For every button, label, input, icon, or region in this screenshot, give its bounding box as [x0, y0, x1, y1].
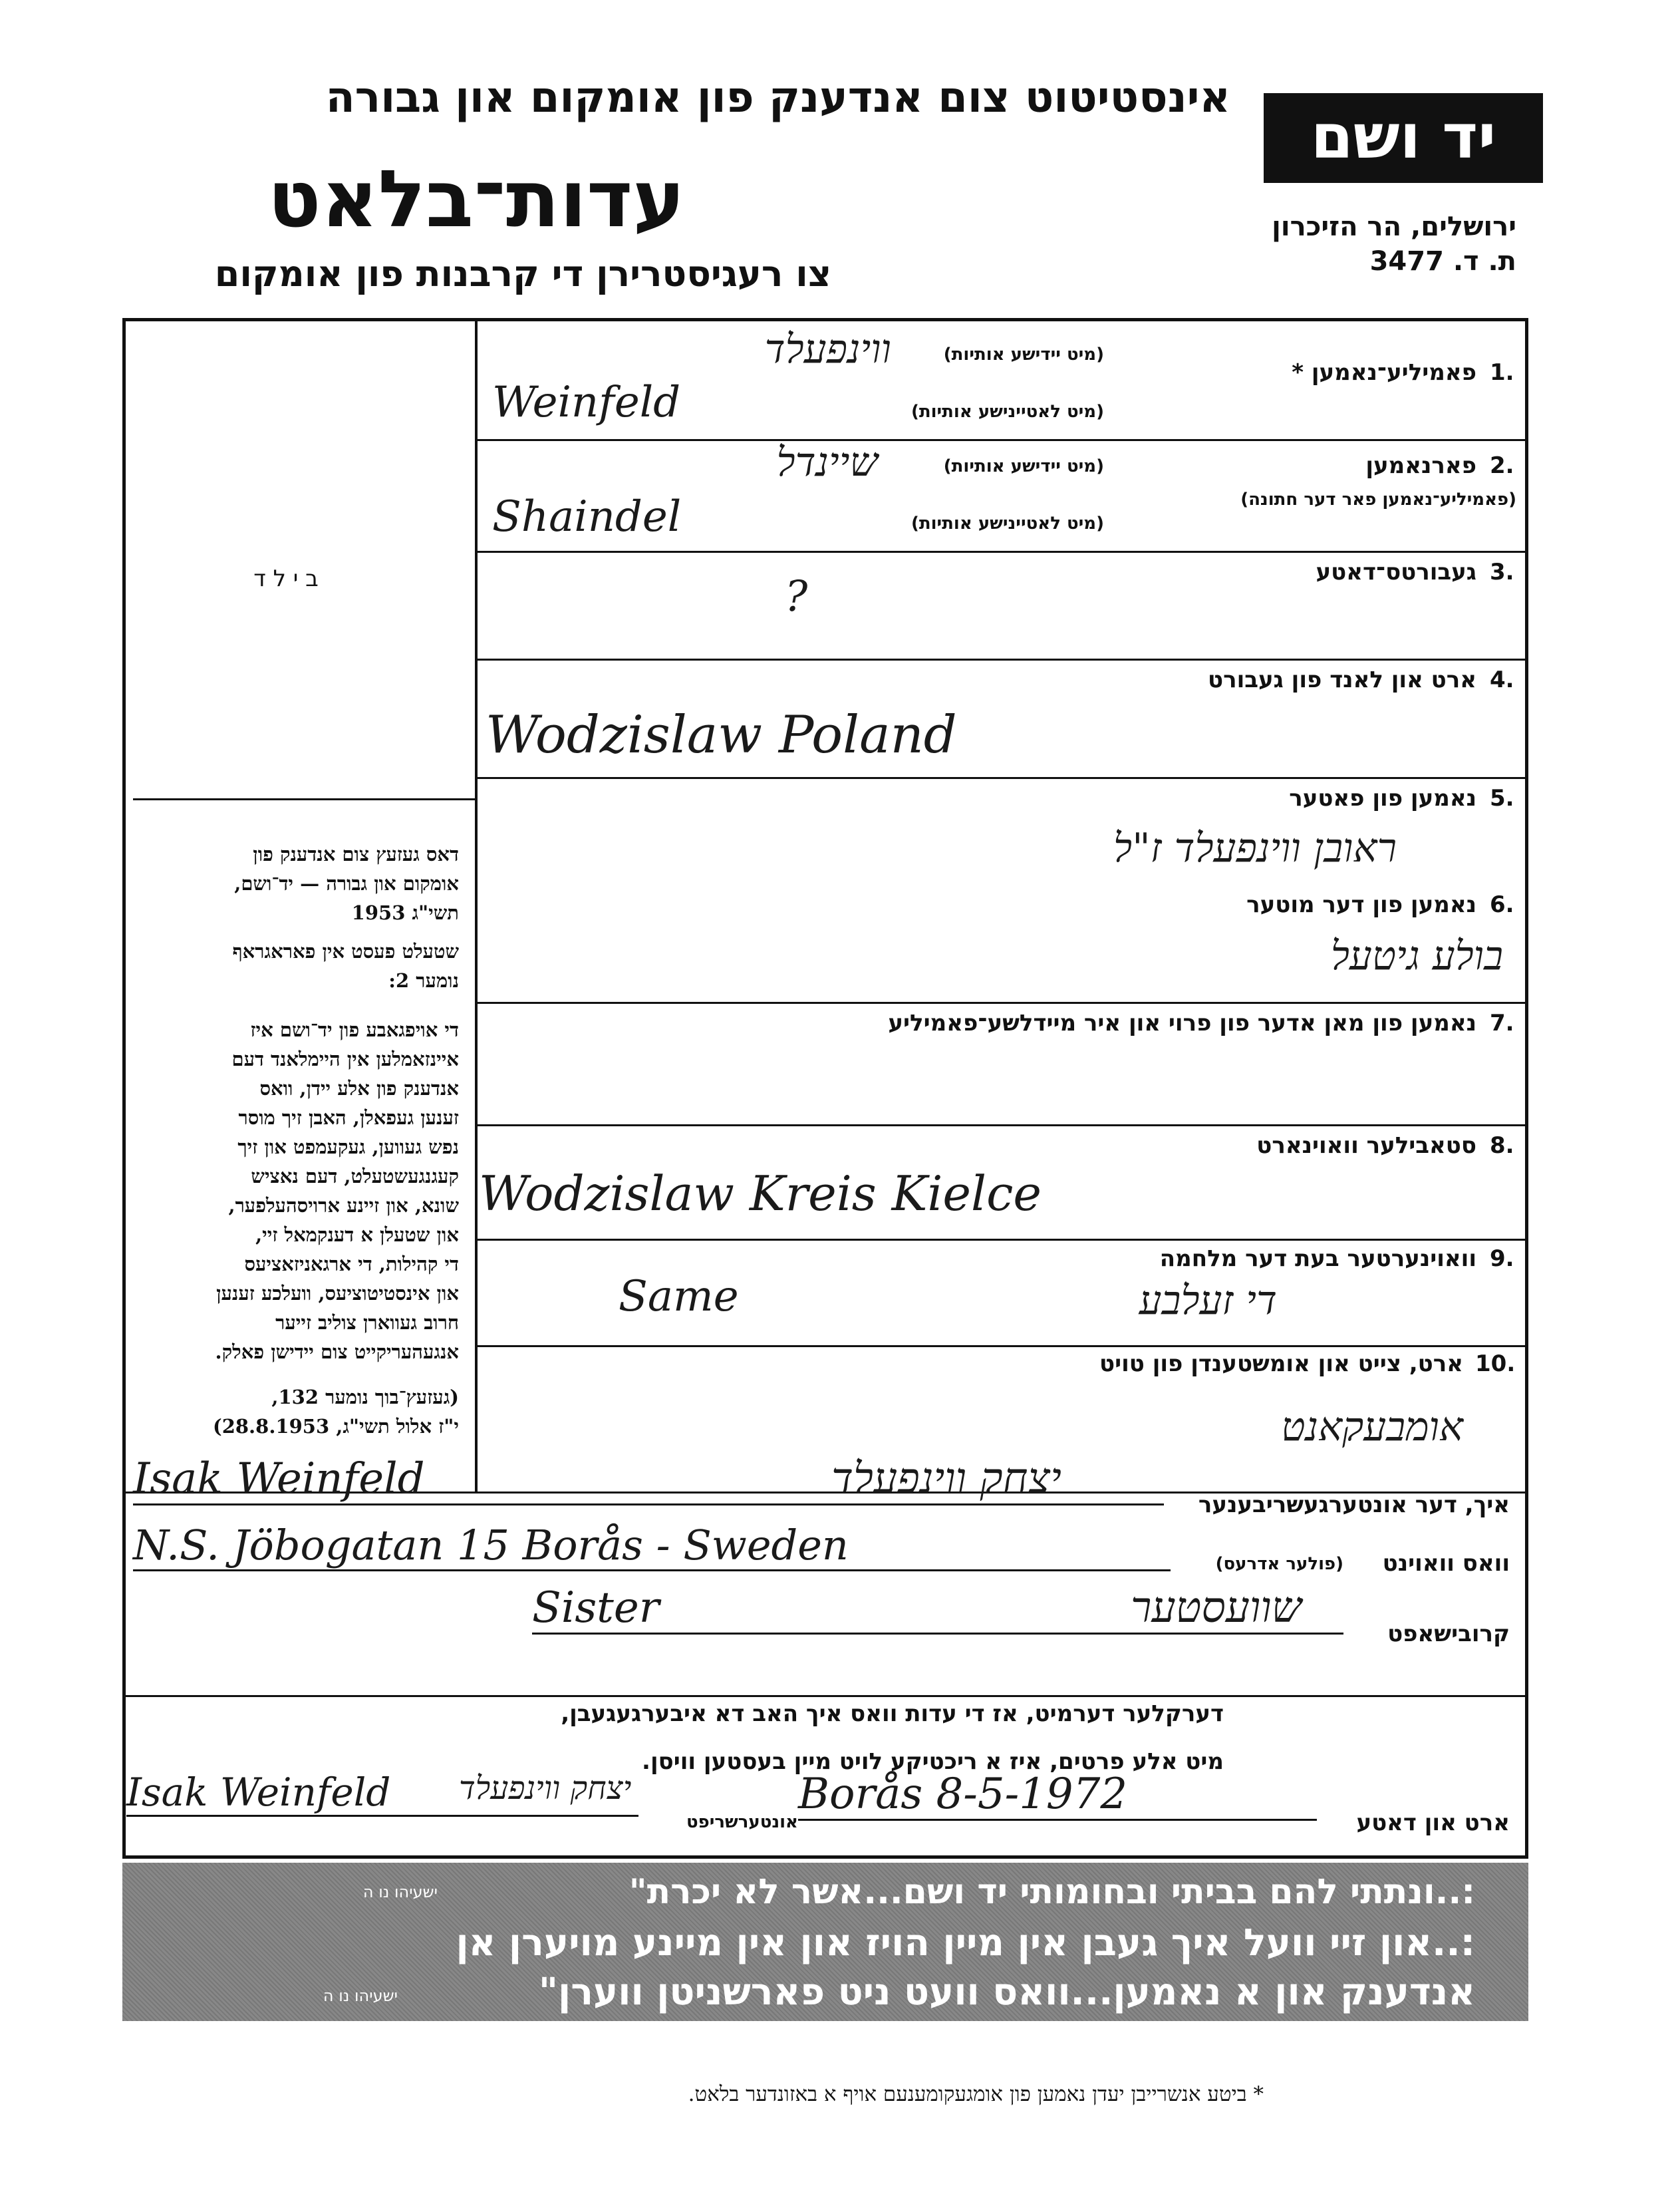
verse-line-1: :..ונתתי להם בביתי ובחומותי יד ושם...אשר לא יכרת": [629, 1872, 1475, 1912]
date-place-value: Borås 8-5-1972: [798, 1770, 1317, 1821]
signer-name-value: Isak Weinfeld: [133, 1454, 425, 1503]
field-6-label: נאמען פון דער מוטער: [1246, 891, 1476, 918]
section-divider: [122, 1695, 1528, 1697]
signer-name-yiddish: יצחק ווינפעלד: [831, 1454, 1061, 1503]
verse-citation: ישעיהו נו ה: [362, 1883, 438, 1901]
mother-name-value: בולע גיטעל: [1330, 933, 1503, 979]
birth-date-value: ?: [785, 572, 808, 621]
signature-label: אונטערשריפט: [686, 1812, 798, 1832]
field-5-number: 5.: [1490, 785, 1514, 812]
signature-value: Isak Weinfeld: [126, 1770, 391, 1815]
date-place-label: ארט און דאטע: [1356, 1809, 1510, 1836]
law-line: שטעלט פעסט אין פאראגראף: [232, 940, 459, 963]
form-title: עדות־בלאט: [267, 153, 685, 245]
address-line-1: ירושלים, הר הזיכרון: [1272, 212, 1516, 242]
row-divider: [475, 551, 1528, 553]
yiddish-letters-hint: (מיט יידישע אותיות): [943, 456, 1104, 476]
law-line: אומקום און גבורה — יד־ושם,: [234, 872, 459, 895]
law-body: די קהילות, די ארגאניזאציעס: [244, 1253, 459, 1275]
law-body: חרוב געווארן צוליב זייער: [275, 1311, 459, 1334]
row-divider: [475, 659, 1528, 661]
law-body: און שטעלן א דענקמאל זיי,: [255, 1223, 459, 1246]
father-name-value: ראובן ווינפעלד ז"ל: [1113, 825, 1397, 871]
logo-text: יד ושם: [1310, 101, 1496, 172]
field-8-label: סטאבילער וואוינארט: [1256, 1132, 1476, 1159]
field-7-number: 7.: [1490, 1010, 1514, 1036]
law-body: איינזאמלען אין היימלאנד דעם: [231, 1048, 459, 1070]
signature-yiddish: יצחק ווינפעלד: [459, 1770, 632, 1807]
relation-field: [532, 1583, 1343, 1635]
law-body: די אויפגאבע פון יד־ושם איז: [250, 1019, 459, 1041]
law-line: נומער 2:: [388, 969, 459, 992]
photo-label: ב י ל ד: [253, 565, 319, 592]
law-ref: (געזעץ־בוך נומער 132,: [271, 1386, 459, 1408]
birth-place-value: Wodzislaw Poland: [486, 705, 957, 765]
latin-letters-hint: (מיט לאטיינישע אותיות): [910, 514, 1104, 534]
field-8-number: 8.: [1490, 1132, 1514, 1159]
permanent-residence-value: Wodzislaw Kreis Kielce: [479, 1166, 1042, 1221]
verse-line-3: אנדענק און א נאמען...וואס וועט ניט פארשניטן ווערן": [538, 1970, 1475, 2014]
footnote: * ביטע אנשרייבן יעדן נאמען פון אומגעקומענעם אויף א באזונדער בלאט.: [688, 2082, 1264, 2106]
law-line: תשי"ג 1953: [351, 901, 459, 924]
yiddish-letters-hint: (מיט יידישע אותיות): [943, 345, 1104, 365]
first-name-latin: Shaindel: [492, 492, 682, 542]
field-1-number: 1.: [1490, 359, 1514, 386]
field-2-label: פארנאמען: [1365, 452, 1476, 479]
field-1-label: פאמיליע־נאמען *: [1292, 359, 1476, 386]
first-name-yiddish: שיינדל: [776, 439, 878, 486]
verse-line-2: :..און זיי וועל איך געבן אין מיין הויז און אין מיינע מויערן אן: [456, 1921, 1475, 1965]
signer-address-value: N.S. Jöbogatan 15 Borås - Sweden: [133, 1521, 1171, 1571]
field-2-maiden-hint: (פאמיליע־נאמען פאר דער חתונה): [1240, 490, 1516, 510]
row-divider: [475, 777, 1528, 779]
law-body: נפש געווען, געקעמפט און זיך: [237, 1136, 459, 1158]
law-ref: י"ז אלול תשי"ג, 28.8.1953): [212, 1415, 459, 1438]
field-4-label: ארט און לאנד פון געבורט: [1208, 667, 1476, 693]
law-body: זענען געפאלן, האבן זיך מוסר: [238, 1106, 459, 1129]
latin-letters-hint: (מיט לאטיינישע אותיות): [910, 402, 1104, 422]
column-divider: [475, 319, 478, 1492]
row-divider: [475, 1124, 1528, 1126]
row-divider: [475, 1345, 1528, 1347]
verse-citation: ישעיהו נו ה: [323, 1986, 398, 2005]
institute-name: אינסטיטוט צום אנדענק פון אומקום און גבורה: [325, 73, 1230, 122]
law-line: דאס געזעץ צום אנדענק פון: [253, 843, 459, 865]
law-body: קעגנגעשטעלט, דעם נאציש: [251, 1165, 459, 1187]
law-body: און אינסטיטוציעס, וועלכע זענען: [216, 1282, 459, 1305]
wartime-residence-value: Same: [619, 1272, 739, 1321]
field-10-number: 10.: [1475, 1350, 1516, 1377]
photo-box-bottom: [133, 798, 475, 800]
law-body: אנגעהעריקייט צום יידישן פאלק.: [215, 1340, 459, 1363]
declaration-line-1: דערקלער דערמיט, אז די עדות וואס איך האב דא איבערגעגעבן,: [561, 1700, 1224, 1727]
relation-label: קרובישאפט: [1387, 1621, 1510, 1647]
form-subtitle: צו רעגיסטרירן די קרבנות פון אומקום: [214, 253, 831, 295]
law-notes: [133, 840, 459, 1441]
field-3-label: געבורטס־דאטע: [1316, 559, 1476, 585]
field-3-number: 3.: [1490, 559, 1514, 585]
field-9-label: וואוינערטער בעת דער מלחמה: [1159, 1245, 1476, 1272]
signer-address-label: וואס וואוינט: [1382, 1550, 1510, 1577]
row-divider: [475, 439, 1528, 441]
verse-banner: [122, 1863, 1528, 2021]
signer-address-hint: (פולער אדרעס): [1215, 1554, 1343, 1574]
field-2-number: 2.: [1490, 452, 1514, 479]
signer-name-field: [133, 1454, 1164, 1505]
declaration-line-2: מיט אלע פרטים, איז א ריכטיקע לויט מיין בעסטען וויסן.: [642, 1748, 1224, 1775]
field-6-number: 6.: [1490, 891, 1514, 918]
signer-name-label: איך, דער אונטערגעשריבענער: [1198, 1492, 1510, 1518]
death-circumstances-value: אומבעקאנט: [1281, 1404, 1463, 1450]
field-4-number: 4.: [1490, 667, 1514, 693]
law-body: אנדענק פון אלע יידן, וואס: [259, 1077, 459, 1100]
address-line-2: ת. ד. 3477: [1369, 246, 1516, 277]
row-divider: [475, 1239, 1528, 1241]
family-name-latin: Weinfeld: [492, 378, 681, 427]
family-name-yiddish: ווינפעלד: [764, 326, 891, 373]
signature-field: [126, 1770, 638, 1817]
wartime-residence-yiddish: די זעלבע: [1139, 1277, 1277, 1324]
law-body: שונא, און זיינע ארויסהעלפער,: [228, 1194, 459, 1217]
relation-yiddish: שוועסטער: [1131, 1583, 1302, 1633]
field-9-number: 9.: [1490, 1245, 1514, 1272]
field-10-label: ארט, צייט און אומשטענדן פון טויט: [1099, 1350, 1463, 1377]
yad-vashem-logo: [1264, 93, 1543, 183]
field-5-label: נאמען פון פאטער: [1289, 785, 1476, 812]
relation-value: Sister: [532, 1583, 660, 1633]
field-7-label: נאמען פון מאן אדער פון פרוי און איר מיידלשע־פאמיליע: [888, 1010, 1476, 1036]
row-divider: [475, 1002, 1528, 1004]
